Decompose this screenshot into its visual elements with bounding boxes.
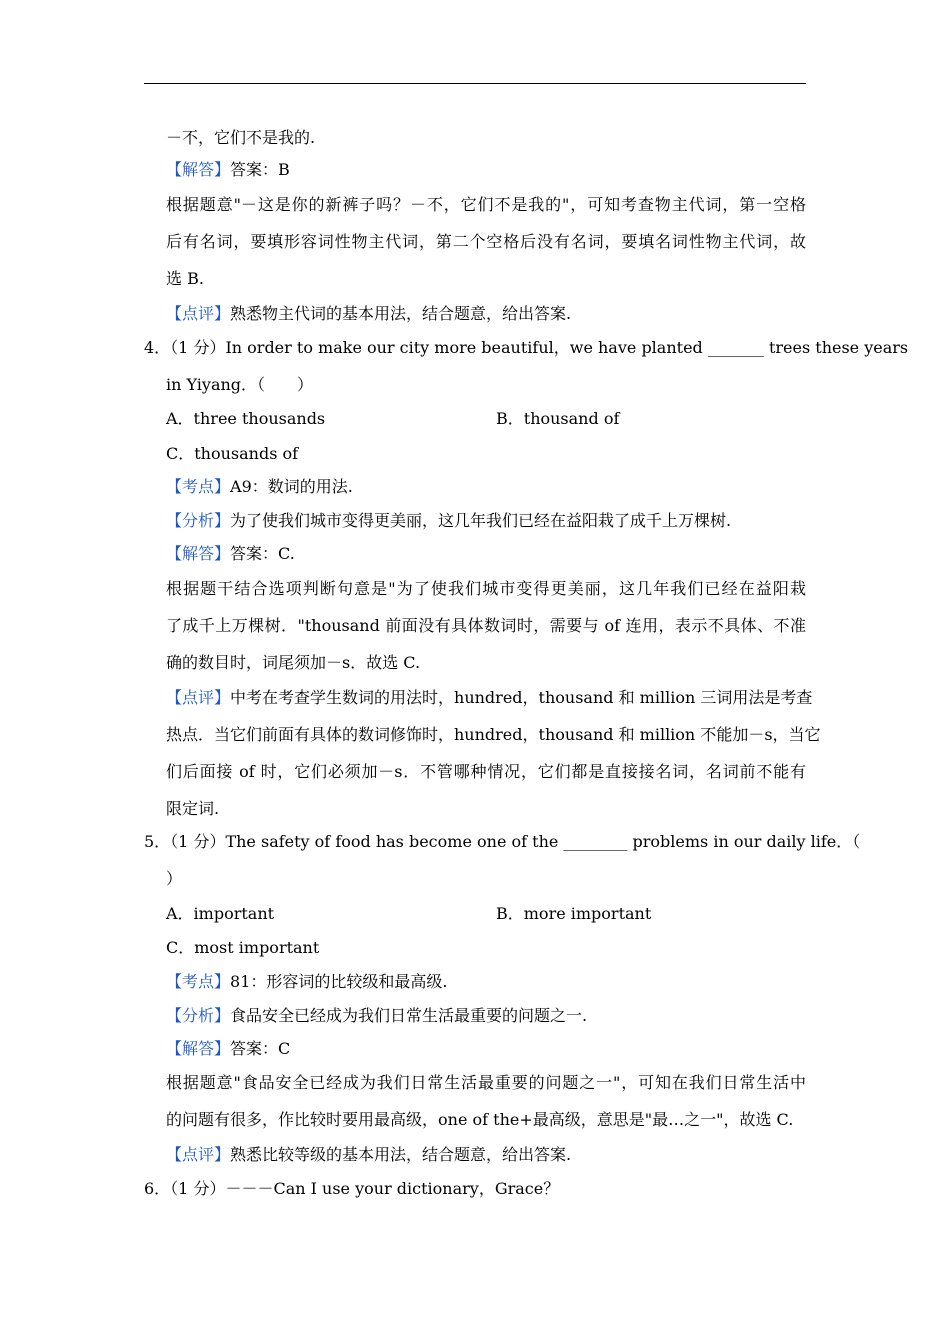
option-c: C．most important xyxy=(166,938,320,957)
explanation-line: 根据题干结合选项判断句意是"为了使我们城市变得更美丽，这几年我们已经在益阳栽 xyxy=(166,579,806,598)
jieda-line xyxy=(166,543,806,565)
explanation-line: 选 B. xyxy=(166,269,204,288)
dianping-text: 熟悉比较等级的基本用法，结合题意，给出答案. xyxy=(230,1145,572,1164)
option-b: B．more important xyxy=(496,904,652,923)
explanation-line: 的问题有很多，作比较时要用最高级，one of the+最高级，意思是"最…之一"，故选 C. xyxy=(166,1110,794,1129)
dianping-tag: 【点评】 xyxy=(166,688,231,707)
jieda-text: 答案：C xyxy=(230,1039,291,1058)
kaodian-text: 81：形容词的比较级和最高级. xyxy=(230,972,448,991)
jieda-tag: 【解答】 xyxy=(166,1039,231,1058)
dianping-continued: 们后面接 of 时，它们必须加－s．不管哪种情况，它们都是直接接名词，名词前不能有 xyxy=(166,762,806,781)
jieda-text: 答案：B xyxy=(230,160,290,179)
fenxi-tag: 【分析】 xyxy=(166,1006,231,1025)
dianping-continued: 热点．当它们前面有具体的数词修饰时，hundred，thousand 和 million 不能加－s，当它 xyxy=(166,725,821,744)
question-stem-continued: in Yiyang．（ ） xyxy=(166,375,314,394)
fenxi-text: 食品安全已经成为我们日常生活最重要的问题之一. xyxy=(230,1006,588,1025)
jieda-tag: 【解答】 xyxy=(166,544,231,563)
header-rule xyxy=(144,83,806,84)
answer-line: －不，它们不是我的. xyxy=(166,128,316,147)
explanation-line: 了成千上万棵树．"thousand 前面没有具体数词时，需要与 of 连用，表示不具体、不准 xyxy=(166,616,806,635)
question-stem: 5．（1 分）The safety of food has become one of the ________ problems in our daily life．（ xyxy=(144,832,861,851)
explanation-line: 根据题意"食品安全已经成为我们日常生活最重要的问题之一"，可知在我们日常生活中 xyxy=(166,1073,806,1092)
question-stem: 6．（1 分）－－－Can I use your dictionary，Grace？ xyxy=(144,1179,560,1198)
option-a: A．important xyxy=(166,904,275,923)
kaodian-tag: 【考点】 xyxy=(166,972,231,991)
jieda-text: 答案：C. xyxy=(230,544,295,563)
dianping-continued: 限定词. xyxy=(166,799,220,818)
fenxi-tag: 【分析】 xyxy=(166,511,231,530)
jieda-line xyxy=(166,1038,806,1060)
dianping-line xyxy=(166,687,813,709)
kaodian-text: A9：数词的用法. xyxy=(230,477,353,496)
kaodian-line xyxy=(166,971,806,993)
question-stem-continued: ） xyxy=(166,869,183,888)
kaodian-line xyxy=(166,476,806,498)
fenxi-line xyxy=(166,1005,806,1027)
fenxi-text: 为了使我们城市变得更美丽，这几年我们已经在益阳栽了成千上万棵树. xyxy=(230,511,732,530)
option-b: B．thousand of xyxy=(496,409,620,428)
dianping-tag: 【点评】 xyxy=(166,1145,231,1164)
explanation-line: 后有名词，要填形容词性物主代词，第二个空格后没有名词，要填名词性物主代词，故 xyxy=(166,232,806,251)
fenxi-line xyxy=(166,510,806,532)
dianping-line xyxy=(166,1144,806,1166)
dianping-line xyxy=(166,303,806,325)
option-a: A．three thousands xyxy=(166,409,326,428)
explanation-line: 确的数目时，词尾须加－s．故选 C. xyxy=(166,653,421,672)
dianping-text: 熟悉物主代词的基本用法，结合题意，给出答案. xyxy=(230,304,572,323)
dianping-tag: 【点评】 xyxy=(166,304,231,323)
jieda-tag: 【解答】 xyxy=(166,160,231,179)
jieda-line xyxy=(166,159,806,181)
kaodian-tag: 【考点】 xyxy=(166,477,231,496)
option-c: C．thousands of xyxy=(166,444,299,463)
dianping-text: 中考在考查学生数词的用法时，hundred，thousand 和 million 三词用法是考查 xyxy=(230,688,813,707)
explanation-line: 根据题意"－这是你的新裤子吗？－不，它们不是我的"，可知考查物主代词，第一空格 xyxy=(166,195,806,214)
question-stem: 4．（1 分）In order to make our city more beautiful，we have planted _______ trees these years xyxy=(144,338,909,357)
